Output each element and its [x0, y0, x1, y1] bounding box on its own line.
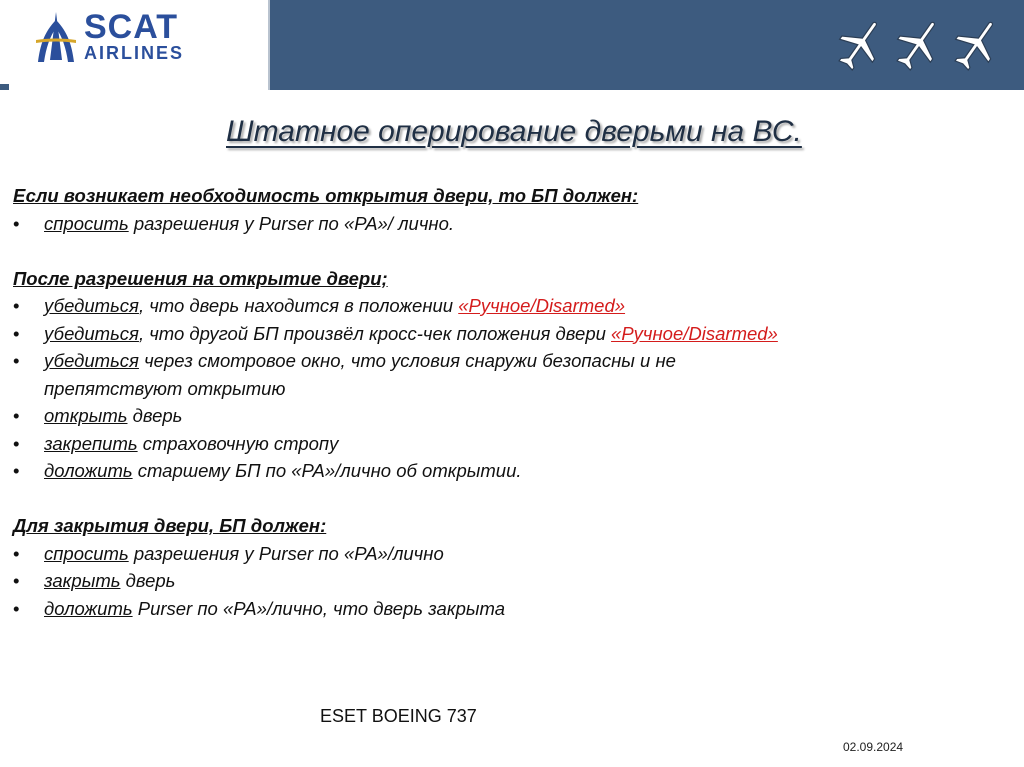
- plane-icons: [836, 16, 1000, 74]
- list-item: [13, 430, 1003, 458]
- airline-emblem-icon: [34, 10, 78, 66]
- item-text: дверь: [127, 405, 183, 426]
- slide-title: Штатное оперирование дверьми на ВС.: [226, 115, 802, 148]
- list-item: [13, 320, 1003, 348]
- action-verb: закрыть: [44, 570, 121, 591]
- item-text-continued: препятствуют открытию: [44, 377, 286, 399]
- mode-highlight: «Ручное/Disarmed»: [458, 295, 626, 316]
- list-item: [13, 347, 1003, 402]
- mode-highlight: «Ручное/Disarmed»: [611, 322, 778, 344]
- item-text: дверь: [120, 570, 176, 591]
- bullet: •: [13, 570, 20, 591]
- bullet: •: [13, 542, 20, 564]
- action-verb: открыть: [44, 405, 128, 426]
- section-heading: Для закрытия двери, БП должен:: [13, 515, 327, 536]
- bullet: •: [13, 597, 20, 619]
- header-accent: [0, 84, 9, 90]
- action-verb: спросить: [44, 542, 129, 564]
- action-verb: убедиться: [44, 322, 139, 344]
- bullet: •: [13, 295, 20, 316]
- section-heading: После разрешения на открытие двери;: [13, 267, 388, 289]
- airplane-icon: [894, 16, 942, 74]
- item-text: разрешения у Purser по «PA»/ лично.: [128, 212, 455, 234]
- list-item: [13, 595, 1003, 623]
- list-item: [13, 540, 1003, 568]
- list-item: [13, 567, 1003, 595]
- item-text: старшему БП по «PA»/лично об открытии.: [132, 460, 522, 481]
- airplane-icon: [836, 16, 884, 74]
- action-verb: доложить: [44, 460, 133, 481]
- action-verb: убедиться: [44, 350, 139, 371]
- logo-area: [0, 0, 268, 90]
- footer-label: ESET BOEING 737: [320, 706, 477, 726]
- action-verb: закрепить: [44, 432, 138, 454]
- item-text: , что дверь находится в положении: [138, 295, 459, 316]
- item-text: , что другой БП произвёл кросс-чек положения двери: [138, 322, 612, 344]
- item-text: разрешения у Purser по «PA»/лично: [128, 542, 444, 564]
- bullet: •: [13, 322, 20, 344]
- list-item: [13, 292, 1003, 320]
- slide-content: [13, 182, 1003, 622]
- header-band: [270, 0, 1024, 90]
- bullet: •: [13, 405, 20, 426]
- logo-subtitle: AIRLINES: [84, 43, 185, 63]
- action-verb: убедиться: [44, 295, 139, 316]
- airplane-icon: [952, 16, 1000, 74]
- logo-name: SCAT: [84, 8, 179, 46]
- item-text: страховочную стропу: [137, 432, 339, 454]
- item-text: через смотровое окно, что условия снаружи безопасны и не: [138, 350, 676, 371]
- bullet: •: [13, 212, 20, 234]
- bullet: •: [13, 350, 20, 371]
- action-verb: доложить: [44, 597, 133, 619]
- list-item: [13, 457, 1003, 485]
- list-item: [13, 402, 1003, 430]
- bullet: •: [13, 432, 20, 454]
- section-heading: Если возникает необходимость открытия двери, то БП должен:: [13, 185, 639, 206]
- list-item: [13, 210, 1003, 238]
- action-verb: спросить: [44, 212, 129, 234]
- footer-date: 02.09.2024: [843, 740, 904, 754]
- bullet: •: [13, 460, 20, 481]
- item-text: Purser по «PA»/лично, что дверь закрыта: [132, 597, 505, 619]
